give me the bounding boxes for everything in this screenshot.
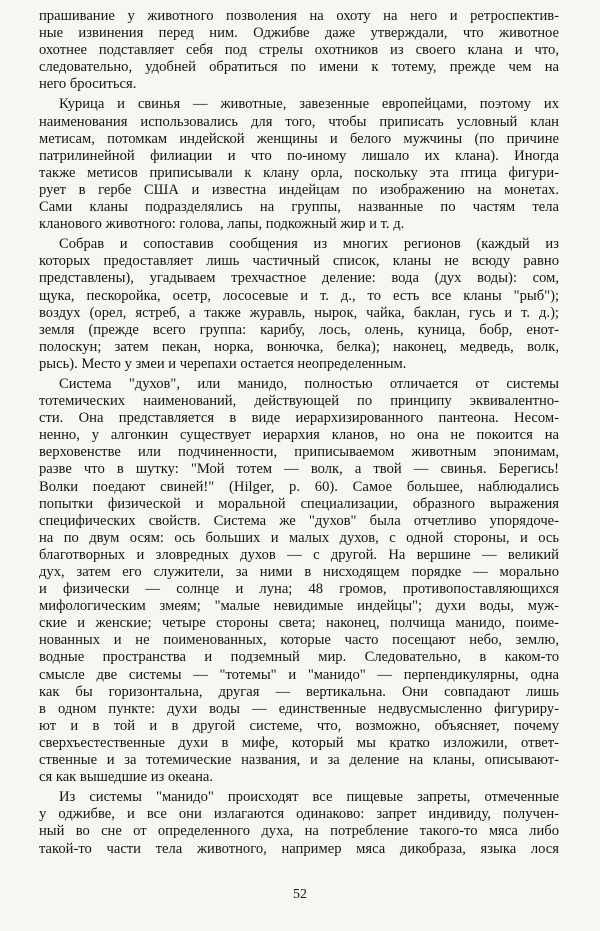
text-line: наименования использовались для того, чтобы приписать условный клан: [39, 113, 559, 130]
text-line: рысь). Место у змеи и черепахи остается неопределенным.: [39, 355, 407, 372]
text-line: Волки поедают свиней!" (Hilger, p. 60). Самое большее, наблюдались: [39, 478, 559, 495]
text-line: которых предоставляет лишь частичный список, кланы не всюду равно: [39, 253, 559, 270]
text-line: также метисов приписывали к клану орла, поскольку эта птица фигури-: [39, 164, 559, 181]
text-line: патрилинейной филиации и что по-иному лишало их клана). Иногда: [39, 147, 559, 164]
text-line: представлены), угадываем трехчастное деление: вода (дух воды): сом,: [39, 270, 559, 287]
text-line: верховенстве или подчиненности, приписываемом животным эпонимам,: [39, 444, 559, 461]
text-line: ненно, у алгонкин существует иерархия кланов, но она не покоится на: [39, 427, 559, 444]
text-line: кланового животного: голова, лапы, подкожный жир и т. д.: [39, 216, 405, 233]
text-line: попытки физической и моральной специализации, образного выражения: [39, 495, 559, 512]
text-line: метисам, потомкам индейской женщины и белого мужчины (по причине: [39, 130, 559, 147]
text-line: водные пространства и подземный мир. Следовательно, в каком-то: [39, 649, 559, 666]
text-line: него броситься.: [39, 76, 137, 93]
text-line: Из системы "манидо" происходят все пищевые запреты, отмеченные: [59, 789, 559, 806]
text-line: земля (прежде всего группа: карибу, лось, олень, куница, бобр, енот-: [39, 321, 559, 338]
text-line: смысле две системы — "тотемы" и "манидо" — перпендикулярны, одна: [39, 666, 559, 683]
text-line: ют и в той и в другой системе, что, возможно, объясняет, почему: [39, 717, 559, 734]
text-line: и физически — солнце и луна; 48 громов, противопоставляющихся: [39, 581, 559, 598]
text-line: ские и женские; четыре стороны света; наконец, полчища манидо, поиме-: [39, 615, 559, 632]
text-line: сверхъестественные духи в мифе, который мы кратко изложили, ответ-: [39, 734, 559, 751]
text-line: ся как вышедшие из океана.: [39, 769, 214, 786]
text-line: у оджибве, и все они излагаются одинаково: запрет индивиду, получен-: [39, 806, 559, 823]
body-text: [39, 8, 559, 858]
text-line: охотнее подставляет себя под стрелы охотников из своего клана и что,: [39, 42, 559, 59]
page-number: 52: [293, 887, 307, 902]
text-line: Система "духов", или манидо, полностью отличается от системы: [59, 375, 559, 392]
text-line: тотемических наименований, действующей по принципу эквивалентно-: [39, 393, 559, 410]
text-line: Курица и свинья — животные, завезенные европейцами, поэтому их: [59, 96, 559, 113]
text-line: такой-то части тела животного, например мяса дикобраза, языка лося: [39, 840, 559, 857]
text-line: прашивание у животного позволения на охоту на него и ретроспектив-: [39, 8, 559, 24]
text-line: благотворных и зловредных духов — с другой. На вершине — великий: [39, 546, 559, 563]
text-line: специфических свойств. Система же "духов" была отчетливо упорядоче-: [39, 512, 559, 529]
text-line: ный во сне от определенного духа, на потребление такого-то мяса либо: [39, 823, 559, 840]
text-line: на по двум осям: ось больших и малых духов, с одной стороны, и ось: [39, 529, 559, 546]
text-line: следовательно, удобней обратиться по имени к тотему, прежде чем на: [39, 59, 559, 76]
text-line: полоскун; затем пекан, норка, вонючка, белка); наконец, медведь, волк,: [39, 338, 559, 355]
text-line: как бы горизонтальна, другая — вертикальна. Они совпадают лишь: [39, 683, 559, 700]
text-line: мифологическим змеям; "малые невидимые индейцы"; духи воды, муж-: [39, 598, 559, 615]
text-line: ные извинения перед ним. Оджибве даже утверждали, что животное: [39, 25, 559, 42]
text-line: Сами кланы подразделялись на группы, названные по частям тела: [39, 199, 559, 216]
text-line: Собрав и сопоставив сообщения из многих регионов (каждый из: [59, 236, 559, 253]
text-line: в одном пункте: духи воды — единственные недвусмысленно фигуриру-: [39, 700, 559, 717]
text-line: щука, пескоройка, осетр, лососевые и т. д., то есть все кланы "рыб");: [39, 287, 559, 304]
text-line: сти. Она представляется в виде иерархизированного пантеона. Несом-: [39, 410, 559, 427]
text-line: дух, затем его служители, за ними в нисходящем порядке — морально: [39, 564, 559, 580]
text-line: ственные и за тотемические названия, и за деление на кланы, описывают-: [39, 752, 559, 769]
text-line: воздух (орел, ястреб, а также журавль, нырок, чайка, баклан, гусь и т. д.);: [39, 304, 559, 321]
text-line: нованных и не поименованных, которые часто посещают небо, землю,: [39, 632, 559, 649]
text-line: разве что в шутку: "Мой тотем — волк, а твой — свинья. Берегись!: [39, 461, 559, 478]
text-line: рует в гербе США и известна индейцам по изображению на монетах.: [39, 181, 559, 198]
